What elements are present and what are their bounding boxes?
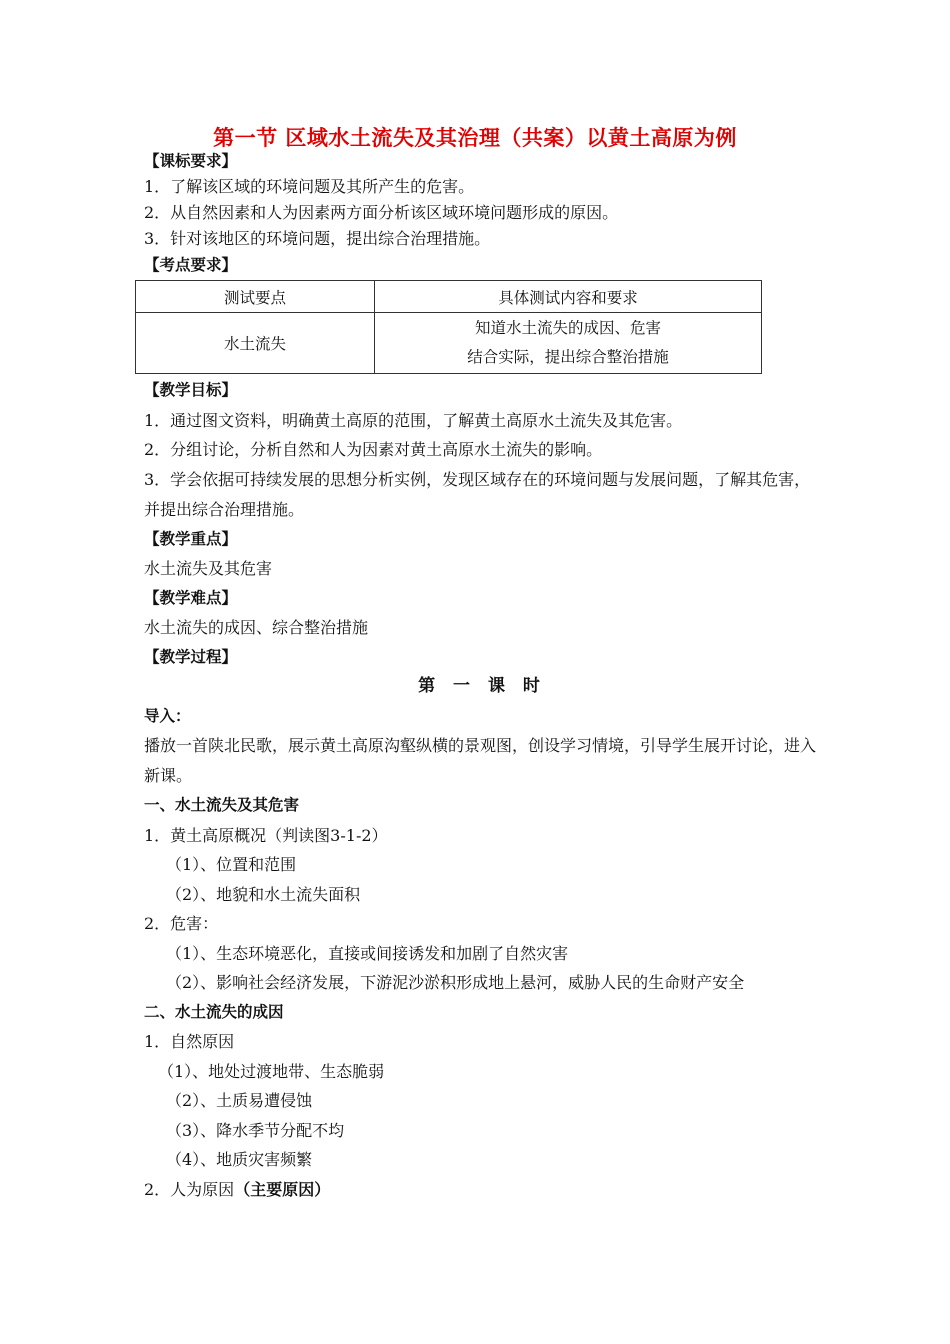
table-header-row	[136, 281, 762, 313]
part1-item: 1．黄土高原概况（判读图3-1-2）	[144, 825, 388, 845]
difficult-text: 水土流失的成因、综合整治措施	[144, 618, 369, 637]
intro-text: 播放一首陕北民歌，展示黄土高原沟壑纵横的景观图，创设学习情境，引导学生展开讨论，进入新课。	[144, 736, 817, 785]
goal-item: 1．通过图文资料，明确黄土高原的范围，了解黄土高原水土流失及其危害。	[144, 410, 683, 430]
key-heading: 【教学重点】	[144, 529, 238, 548]
part2-subitem: （1）、地处过渡地带、生态脆弱	[158, 1061, 385, 1081]
exam-heading: 【考点要求】	[144, 256, 238, 274]
exam-requirements-table	[135, 280, 762, 374]
document-title: 第一节 区域水土流失及其治理（共案）以黄土高原为例	[213, 126, 737, 150]
part1-heading: 一、水土流失及其危害	[144, 796, 300, 814]
lesson-title: 第 一 课 时	[418, 676, 546, 696]
curriculum-item: 1．了解该区域的环境问题及其所产生的危害。	[144, 177, 475, 196]
part2-subitem: （3）、降水季节分配不均	[166, 1120, 345, 1140]
part2-item-emphasis: （主要原因）	[234, 1179, 331, 1199]
part2-subitem: （4）、地质灾害频繁	[166, 1150, 313, 1169]
intro-heading: 导入：	[144, 706, 191, 725]
part2-subitem: （2）、土质易遭侵蚀	[166, 1091, 313, 1110]
curriculum-item: 3．针对该地区的环境问题，提出综合治理措施。	[144, 229, 491, 248]
part2-item-label: 2．人为原因	[144, 1179, 235, 1199]
process-heading: 【教学过程】	[144, 647, 238, 666]
part1-subitem: （1）、位置和范围	[166, 855, 297, 874]
part2-item	[144, 1175, 820, 1205]
goal-item: 2．分组讨论，分析自然和人为因素对黄土高原水土流失的影响。	[144, 440, 603, 459]
part1-subitem: （2）、影响社会经济发展，下游泥沙淤积形成地上悬河，威胁人民的生命财产安全	[166, 973, 745, 992]
part1-item: 2．危害：	[144, 914, 219, 933]
goal-item: 3．学会依据可持续发展的思想分析实例，发现区域存在的环境问题与发展问题，了解其危害，并提出综合治理措施。	[144, 469, 811, 519]
key-text: 水土流失及其危害	[144, 559, 273, 578]
part1-subitem: （2）、地貌和水土流失面积	[166, 884, 361, 904]
table-header-cell: 具体测试内容和要求	[375, 281, 762, 313]
table-cell-details	[375, 313, 762, 374]
curriculum-item: 2．从自然因素和人为因素两方面分析该区域环境问题形成的原因。	[144, 203, 619, 222]
part2-item: 1．自然原因	[144, 1032, 235, 1051]
curriculum-heading: 【课标要求】	[144, 152, 238, 170]
table-row	[136, 313, 762, 374]
document-body	[144, 148, 820, 1204]
part2-heading: 二、水土流失的成因	[144, 1002, 284, 1021]
part1-subitem: （1）、生态环境恶化，直接或间接诱发和加剧了自然灾害	[166, 943, 569, 963]
goals-heading: 【教学目标】	[144, 381, 238, 399]
table-cell-point: 水土流失	[136, 313, 375, 374]
detail-line: 结合实际，提出综合整治措施	[467, 348, 669, 366]
table-header-cell: 测试要点	[136, 281, 375, 313]
difficult-heading: 【教学难点】	[144, 588, 238, 607]
detail-line: 知道水土流失的成因、危害	[474, 319, 661, 337]
